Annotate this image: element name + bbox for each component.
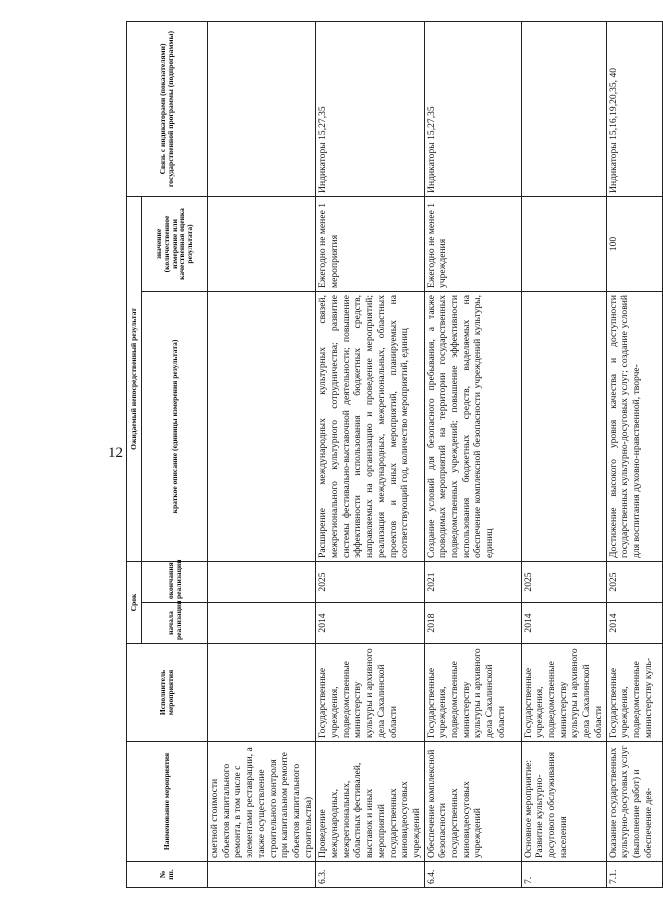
cell-value: Ежегодно не менее 1 учреждения bbox=[424, 196, 521, 291]
header-result: Ожидаемый непосредственный результат bbox=[127, 196, 142, 561]
cell-indicators: Индикаторы 15,27,35 bbox=[316, 21, 424, 196]
header-result-desc: краткое описание (единицы измерения результата) bbox=[142, 291, 208, 561]
cell-executor bbox=[208, 644, 316, 742]
cell-start: 2014 bbox=[316, 603, 424, 644]
cell-name: Оказание государственных культурно-досуговых услуг (выполнение работ) и обеспечение дея- bbox=[606, 742, 662, 862]
table-row bbox=[424, 21, 521, 887]
cell-indicators bbox=[521, 21, 606, 196]
measures-table bbox=[126, 21, 663, 888]
table-row bbox=[521, 21, 606, 887]
header-term-start: начала реализации bbox=[142, 603, 208, 644]
cell-indicators: Индикаторы 15,16,19,20,35, 40 bbox=[606, 21, 662, 196]
cell-num: 6.4. bbox=[424, 862, 521, 888]
cell-executor: Государственные учреждения, подведомственные министерству культуры и архивного дела Сахалинской области bbox=[424, 644, 521, 742]
cell-result: Расширение международных культурных связей, межрегионального культурного сотрудничества; развитие системы фестивально-выставочной деятельности; повышение эффективности использования бюджетных средств, направляемых на организацию и проведение мероприятий; реализация международных, межрегиональных, областных проектов и иных мероприятий, планируемых на соответствующий год, количество мероприятий, единиц bbox=[316, 291, 424, 561]
header-num: № пп. bbox=[127, 862, 208, 888]
cell-end: 2025 bbox=[316, 561, 424, 602]
cell-name: Обеспечение комплексной безопасности государственных киновидеосуговых учреждений bbox=[424, 742, 521, 862]
header-indicators: Связь с индикаторами (показателями) государственной программы (подпрограммы) bbox=[127, 21, 208, 196]
cell-end: 2025 bbox=[521, 561, 606, 602]
cell-num: 6.3. bbox=[316, 862, 424, 888]
cell-value: Ежегодно не менее 1 мероприятия bbox=[316, 196, 424, 291]
cell-result bbox=[208, 291, 316, 561]
cell-start: 2018 bbox=[424, 603, 521, 644]
table-row bbox=[606, 21, 662, 887]
cell-end: 2021 bbox=[424, 561, 521, 602]
cell-name: Проведение международных, межрегиональных, областных фестивалей, выставок и иных мероприятий государственных киновидеосуговых учреждений bbox=[316, 742, 424, 862]
header-row bbox=[127, 21, 142, 887]
cell-end bbox=[208, 561, 316, 602]
cell-result: Достижение высокого уровня качества и доступности государственных культурно-досуговых услуг; создание условий для воспитания духовно-нравственной, творче- bbox=[606, 291, 662, 561]
table-row bbox=[316, 21, 424, 887]
cell-executor: Государственные учреждения, подведомственные министерству культуры и архивного дела Сахалинской области bbox=[521, 644, 606, 742]
header-term: Срок bbox=[127, 561, 142, 643]
cell-num: 7.1. bbox=[606, 862, 662, 888]
header-name: Наименование мероприятия bbox=[127, 742, 208, 862]
cell-result bbox=[521, 291, 606, 561]
page-number: 12 bbox=[108, 445, 123, 461]
rotated-table-container bbox=[126, 22, 654, 888]
cell-executor: Государственные учреждения, подведомственные министерству культуры и архивного дела Сахалинской области bbox=[316, 644, 424, 742]
cell-start: 2014 bbox=[606, 603, 662, 644]
cell-start: 2014 bbox=[521, 603, 606, 644]
cell-executor: Государственные учреждения, подведомственные министерству куль- bbox=[606, 644, 662, 742]
cell-name: Основное мероприятие: Развитие культурно-досугового обслуживания населения bbox=[521, 742, 606, 862]
cell-result: Создание условий для безопасного пребывания, а также проводимых мероприятий на территории государственных подведомственных учреждений; повышение эффективности использования бюджетных средств, выделяемых на обеспечение комплексной безопасности учреждений культуры, единиц bbox=[424, 291, 521, 561]
cell-num bbox=[208, 862, 316, 888]
cell-start bbox=[208, 603, 316, 644]
cell-indicators bbox=[208, 21, 316, 196]
header-result-value: значение (количественное измерение или качественная оценка результата) bbox=[142, 196, 208, 291]
cell-value bbox=[208, 196, 316, 291]
header-executor: Исполнитель мероприятия bbox=[127, 644, 208, 742]
cell-end: 2025 bbox=[606, 561, 662, 602]
table-row bbox=[208, 21, 316, 887]
cell-value: 100 bbox=[606, 196, 662, 291]
cell-name: сметной стоимости объектов капитального ремонта, в том числе с элементами реставрации, а также осуществление строительного контроля при капитальном ремонте объектов капитального строительства) bbox=[208, 742, 316, 862]
cell-num: 7. bbox=[521, 862, 606, 888]
cell-value bbox=[521, 196, 606, 291]
cell-indicators: Индикаторы 15,27,35 bbox=[424, 21, 521, 196]
header-term-end: окончания реализации bbox=[142, 561, 208, 602]
